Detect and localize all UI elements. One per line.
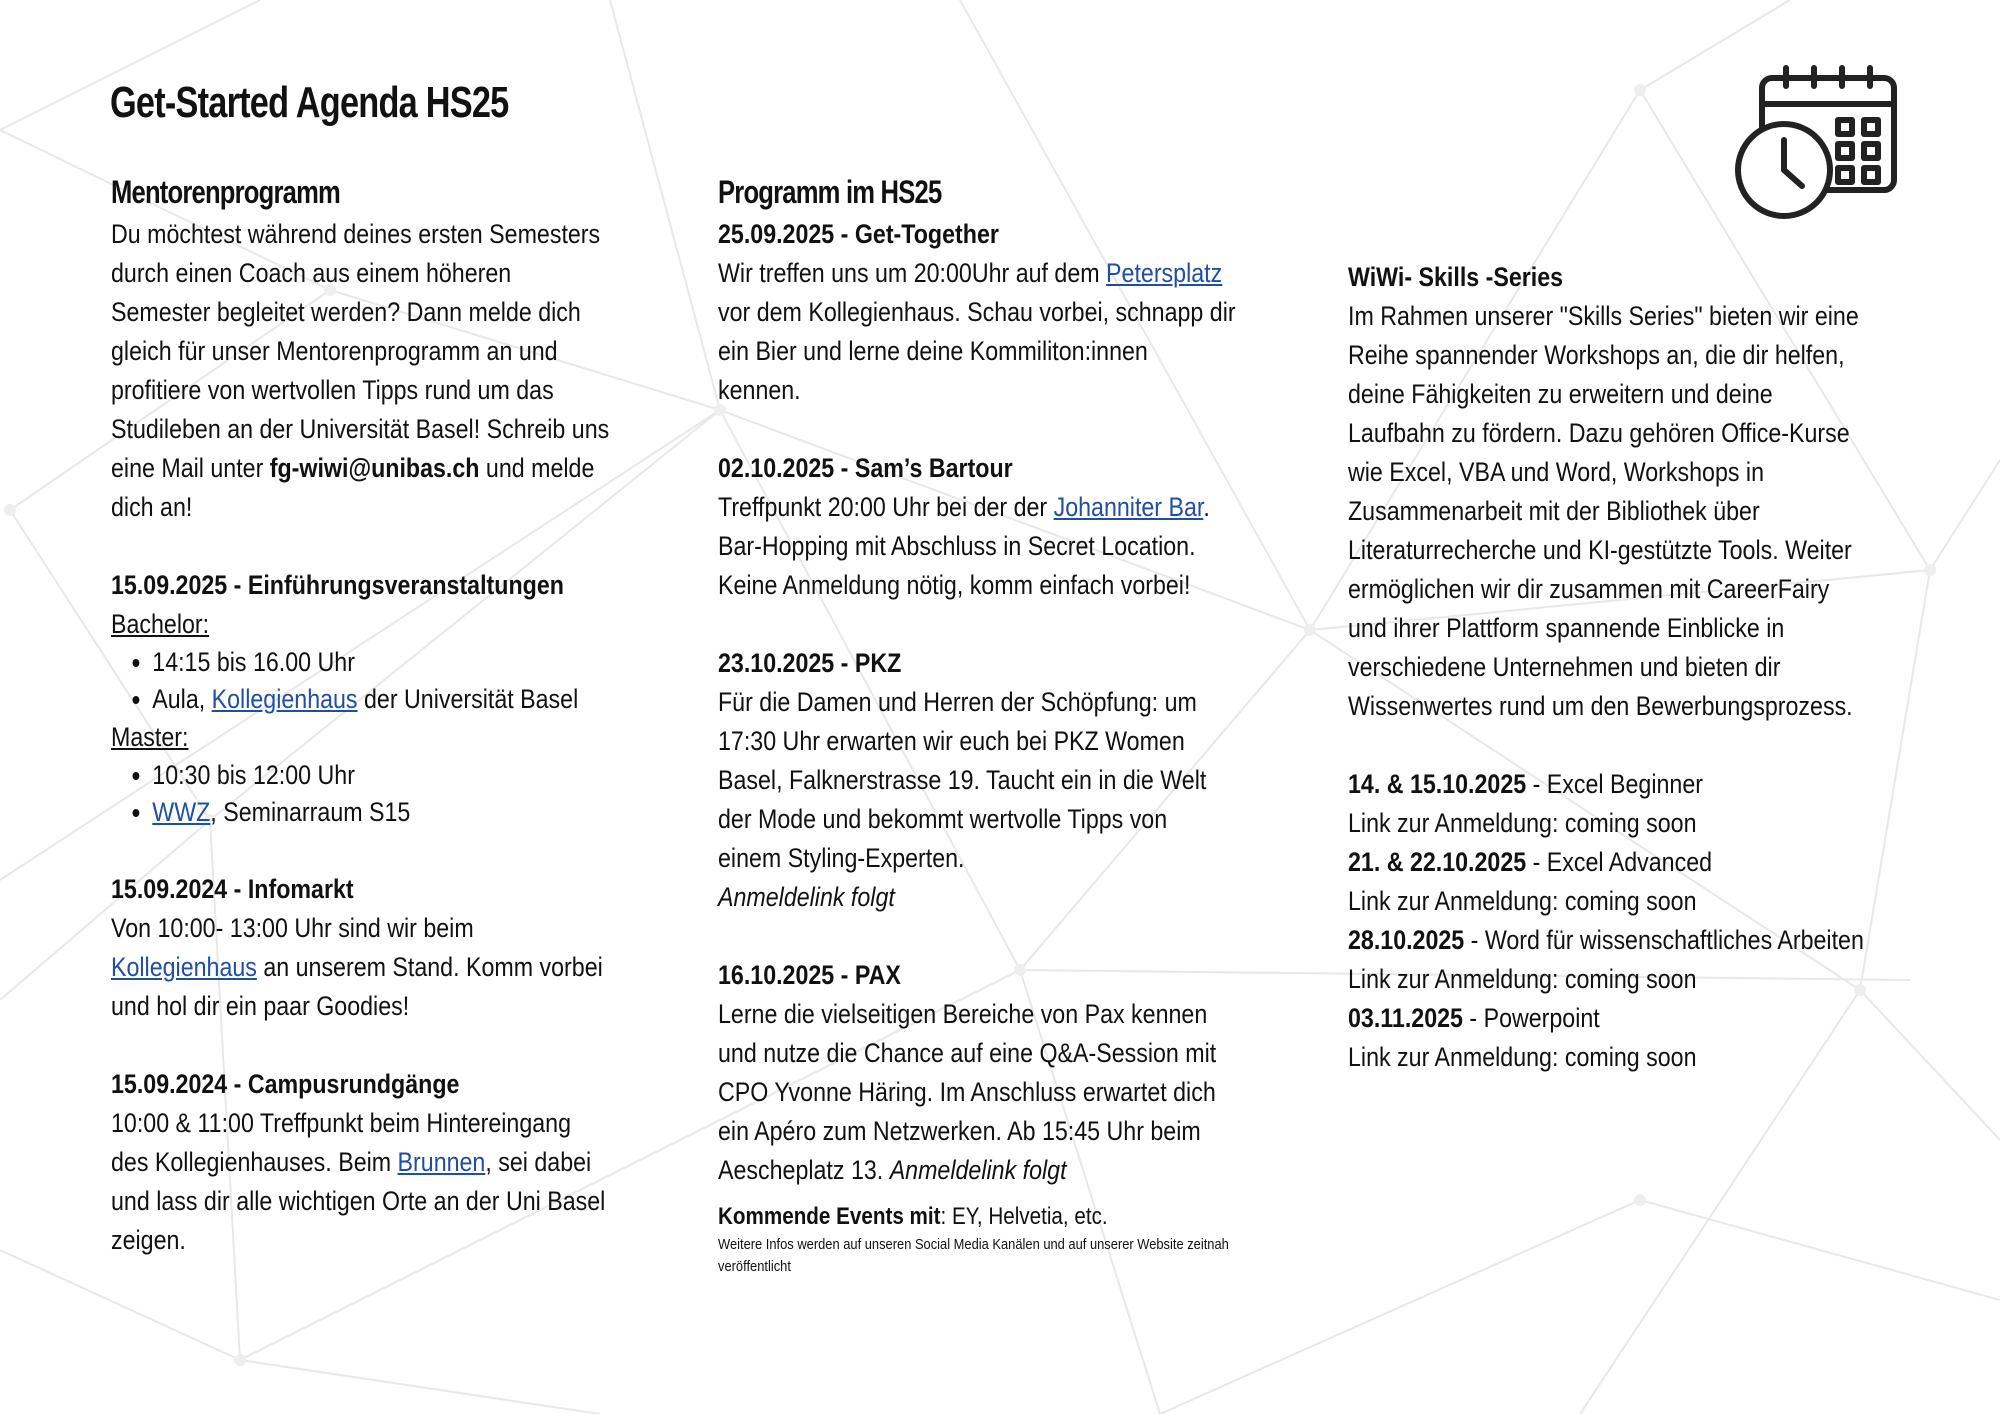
- page-title: Get-Started Agenda HS25: [110, 78, 509, 127]
- workshop-date: 28.10.2025: [1348, 925, 1465, 955]
- workshop-link-text: Link zur Anmeldung: coming soon: [1348, 964, 1697, 994]
- event-title: 16.10.2025 - PAX: [718, 960, 901, 990]
- bachelor-list: [111, 644, 610, 718]
- workshop-item: [1348, 843, 1867, 921]
- programm-content: [718, 215, 1237, 1278]
- brunnen-link[interactable]: Brunnen: [397, 1147, 486, 1177]
- workshop-item: [1348, 999, 1867, 1077]
- mentorenprogramm-intro: [111, 215, 610, 527]
- workshop-name: - Excel Advanced: [1526, 847, 1713, 877]
- bachelor-label: Bachelor:: [111, 609, 210, 639]
- skills-series-column: [1348, 258, 1868, 1077]
- event-title: 15.09.2025 - Einführungsveranstaltungen: [111, 570, 564, 600]
- calendar-clock-icon: [1730, 64, 1898, 220]
- list-item: • Aula, Kollegienhaus der Universität Basel: [152, 681, 610, 718]
- workshop-date: 03.11.2025: [1348, 1003, 1463, 1033]
- kommende-events: Kommende Events mit: EY, Helvetia, etc.: [718, 1203, 1108, 1230]
- petersplatz-link[interactable]: Petersplatz: [1106, 258, 1223, 288]
- kollegienhaus-link[interactable]: Kollegienhaus: [211, 684, 358, 714]
- anmeldelink-note: Anmeldelink folgt: [718, 882, 895, 912]
- list-item: • 10:30 bis 12:00 Uhr: [152, 757, 610, 794]
- event-description: 10:00 & 11:00 Treffpunkt beim Hintereingang des Kollegienhauses. Beim Brunnen, sei dabei und lass dir alle wichtigen Orte an der Uni Basel zeigen.: [111, 1108, 606, 1255]
- kollegienhaus-link[interactable]: Kollegienhaus: [111, 952, 257, 982]
- mentorenprogramm-column: [111, 170, 611, 1260]
- intro-end-text: und melde dich an!: [111, 453, 595, 522]
- workshop-name: - Powerpoint: [1462, 1003, 1600, 1033]
- footer-note: Weitere Infos werden auf unseren Social Media Kanälen und auf unserer Website zeitnah veröffentlicht: [718, 1236, 1229, 1275]
- mentorenprogramm-heading: Mentorenprogramm: [111, 174, 340, 210]
- workshop-link-text: Link zur Anmeldung: coming soon: [1348, 808, 1697, 838]
- workshop-item: [1348, 765, 1867, 843]
- master-label: Master:: [111, 722, 189, 752]
- event-title: 15.09.2024 - Infomarkt: [111, 874, 354, 904]
- anmeldelink-note: Anmeldelink folgt: [889, 1155, 1067, 1185]
- workshop-date: 21. & 22.10.2025: [1348, 847, 1527, 877]
- intro-text: Du möchtest während deines ersten Semesters durch einen Coach aus einem höheren Semester begleitet werden? Dann melde dich gleich für unser Mentorenprogramm an und profitiere von wertvollen Tipps rund um das Studileben an der Universität Basel! Schreib uns eine Mail unter: [111, 219, 610, 483]
- workshop-date: 14. & 15.10.2025: [1348, 769, 1527, 799]
- workshop-link-text: Link zur Anmeldung: coming soon: [1348, 1042, 1697, 1072]
- list-item: • WWZ, Seminarraum S15: [152, 794, 610, 831]
- mentorenprogramm-content: [111, 215, 610, 1260]
- event-title: 23.10.2025 - PKZ: [718, 648, 902, 678]
- event-description: Von 10:00- 13:00 Uhr sind wir beim Kollegienhaus an unserem Stand. Komm vorbei und hol dir ein paar Goodies!: [111, 913, 603, 1021]
- skills-series-intro: Im Rahmen unserer "Skills Series" bieten wir eine Reihe spannender Workshops an, die dir helfen, deine Fähigkeiten zu erweitern und deine Laufbahn zu fördern. Dazu gehören Office-Kurse wie Excel, VBA und Word, Workshops in Zusammenarbeit mit der Bibliothek über Literaturrecherche und KI-gestützte Tools. Weiter ermöglichen wir dir zusammen mit CareerFairy und ihrer Plattform spannende Einblicke in verschiedene Unternehmen und bieten dir Wissenwertes rund um den Bewerbungsprozess.: [1348, 301, 1859, 721]
- event-title: 02.10.2025 - Sam’s Bartour: [718, 453, 1013, 483]
- programm-column: [718, 170, 1238, 1278]
- johanniter-bar-link[interactable]: Johanniter Bar: [1053, 492, 1204, 522]
- event-title: 25.09.2025 - Get-Together: [718, 219, 999, 249]
- event-description: Lerne die vielseitigen Bereiche von Pax kennen und nutze die Chance auf eine Q&A-Session mit CPO Yvonne Häring. Im Anschluss erwartet dich ein Apéro zum Netzwerken. Ab 15:45 Uhr beim Aescheplatz 13. Anmeldelink folgt: [718, 999, 1217, 1185]
- event-description: Treffpunkt 20:00 Uhr bei der der Johanniter Bar. Bar-Hopping mit Abschluss in Secret Location. Keine Anmeldung nötig, komm einfach vorbei!: [718, 492, 1210, 600]
- workshop-link-text: Link zur Anmeldung: coming soon: [1348, 886, 1697, 916]
- event-description: Für die Damen und Herren der Schöpfung: um 17:30 Uhr erwarten wir euch bei PKZ Women Basel, Falknerstrasse 19. Taucht ein in die Welt der Mode und bekommt wertvolle Tipps von einem Styling-Experten.: [718, 687, 1207, 873]
- programm-heading: Programm im HS25: [718, 174, 942, 210]
- workshop-name: - Excel Beginner: [1526, 769, 1703, 799]
- master-list: [111, 757, 610, 831]
- contact-email[interactable]: fg-wiwi@unibas.ch: [269, 453, 480, 483]
- event-description: Wir treffen uns um 20:00Uhr auf dem Petersplatz vor dem Kollegienhaus. Schau vorbei, schnapp dir ein Bier und lerne deine Kommiliton:innen kennen.: [718, 258, 1236, 405]
- wwz-link[interactable]: WWZ: [152, 797, 211, 827]
- event-title: 15.09.2024 - Campusrundgänge: [111, 1069, 460, 1099]
- workshop-name: - Word für wissenschaftliches Arbeiten: [1464, 925, 1864, 955]
- workshop-item: [1348, 921, 1867, 999]
- list-item: • 14:15 bis 16.00 Uhr: [152, 644, 610, 681]
- skills-series-content: [1348, 258, 1867, 1077]
- skills-series-heading: WiWi- Skills -Series: [1348, 262, 1564, 292]
